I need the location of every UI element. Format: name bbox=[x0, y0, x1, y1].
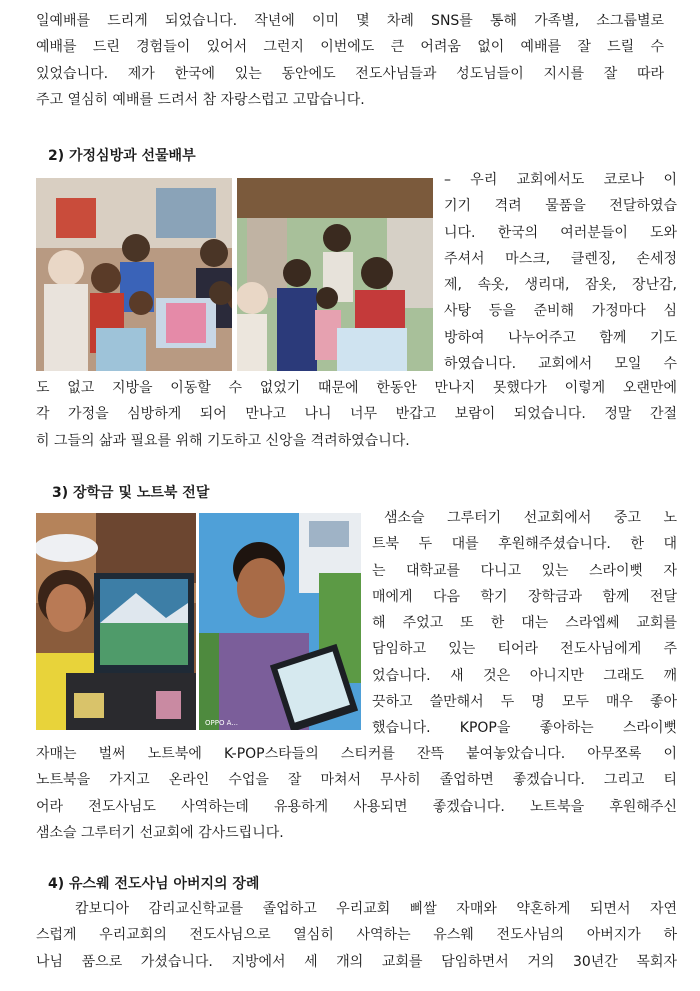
family-group-photo-icon bbox=[36, 178, 232, 371]
text-line: 니다. 한국의 여러분들이 도와 bbox=[444, 224, 677, 241]
text-line: 있었습니다. 제가 한국에 있는 동안에도 전도사님들과 성도님들이 지시를 잘 따라 bbox=[36, 65, 664, 82]
man-with-laptop-photo-icon bbox=[199, 513, 361, 730]
intro-paragraph bbox=[36, 8, 664, 113]
text-line: 사탕 등을 준비해 가정마다 심 bbox=[444, 303, 677, 320]
text-line: 담임하고 있는 티어라 전도사님에게 주 bbox=[372, 641, 677, 658]
laptop-selfie-photo-icon bbox=[36, 513, 196, 730]
text-line: 했습니다. KPOP을 좋아하는 스라이뻣 bbox=[372, 720, 677, 737]
text-line: 샘소슬 그루터기 선교회에 감사드립니다. bbox=[36, 824, 284, 841]
section4-paragraph bbox=[36, 896, 677, 975]
text-line: 어라 전도사님도 사역하는데 유용하게 사용되면 좋겠습니다. 노트북을 후원해주신 bbox=[36, 798, 677, 815]
section3-full-paragraph bbox=[36, 741, 677, 846]
text-line: 기기 격려 물품을 전달하였습 bbox=[444, 198, 677, 215]
text-line: 예배를 드린 경험들이 있어서 그런지 이번에도 큰 어려움 없이 예배를 잘 드릴 수 bbox=[36, 39, 664, 56]
text-line: 방하여 나누어주고 함께 기도 bbox=[444, 329, 677, 346]
text-line: 하였습니다. 교회에서 모일 수 bbox=[444, 356, 677, 373]
text-line: 각 가정을 심방하게 되어 만나고 나니 너무 반갑고 보람이 되었습니다. 정말 간절 bbox=[36, 406, 677, 423]
text-line: 히 그들의 삶과 필요를 위해 기도하고 신앙을 격려하였습니다. bbox=[36, 432, 410, 449]
text-line: 해 주었고 또 한 대는 스라엡쎄 교회를 bbox=[372, 615, 677, 632]
text-line: 매에게 다음 학기 장학금과 함께 전달 bbox=[372, 588, 677, 605]
text-line: 샘소슬 그루터기 선교회에서 중고 노 bbox=[384, 510, 677, 526]
text-line: 캄보디아 감리교신학교를 졸업하고 우리교회 삐쌀 자매와 약혼하게 되면서 자연 bbox=[36, 901, 677, 917]
text-line: 끗하고 쓸만해서 두 명 모두 매우 좋아 bbox=[372, 694, 677, 711]
text-line: 나님 품으로 가셨습니다. 지방에서 세 개의 교회를 담임하면서 거의 30년간 목회자 bbox=[36, 953, 677, 970]
text-line: 었습니다. 새 것은 아니지만 그래도 깨 bbox=[372, 667, 677, 684]
section-heading: 4) 유스웨 전도사님 아버지의 장례 bbox=[48, 876, 260, 892]
text-line: 자매는 벌써 노트북에 K-POP스타들의 스티커를 잔뜩 붙여놓았습니다. 아무쪼록 이 bbox=[36, 746, 677, 762]
text-line: 제, 속옷, 생리대, 잠옷, 장난감, bbox=[444, 277, 677, 294]
text-line: 노트북을 가지고 온라인 수업을 잘 마쳐서 무사히 졸업하면 좋겠습니다. 그리고 티 bbox=[36, 772, 677, 789]
section3-side-paragraph bbox=[372, 505, 677, 742]
family-gifts-photo-icon bbox=[237, 178, 433, 371]
text-line: 도 없고 지방을 이동할 수 없었기 때문에 한동안 만나지 못했다가 이렇게 오랜만에 bbox=[36, 380, 677, 396]
section2-full-paragraph bbox=[36, 375, 677, 454]
section2-side-paragraph bbox=[444, 167, 677, 377]
text-line: 는 대학교를 다니고 있는 스라이뻣 자 bbox=[372, 562, 677, 579]
section-heading: 3) 장학금 및 노트북 전달 bbox=[52, 485, 210, 501]
text-line: 일예배를 드리게 되었습니다. 작년에 이미 몇 차례 SNS를 통해 가족별, 소그룹별로 bbox=[36, 13, 664, 29]
section-heading: 2) 가정심방과 선물배부 bbox=[48, 148, 196, 164]
text-line: 주셔서 마스크, 클렌징, 손세정 bbox=[444, 250, 677, 267]
text-line: 스럽게 우리교회의 전도사님으로 열심히 사역하는 유스웨 전도사님의 아버지가 하 bbox=[36, 927, 677, 944]
text-line: 주고 열심히 예배를 드려서 참 자랑스럽고 고맙습니다. bbox=[36, 91, 365, 108]
photo-watermark: OPPO A... bbox=[205, 719, 239, 727]
text-line: 트북 두 대를 후원해주셨습니다. 한 대 bbox=[372, 536, 677, 553]
text-line: – 우리 교회에서도 코로나 이 bbox=[444, 172, 677, 188]
